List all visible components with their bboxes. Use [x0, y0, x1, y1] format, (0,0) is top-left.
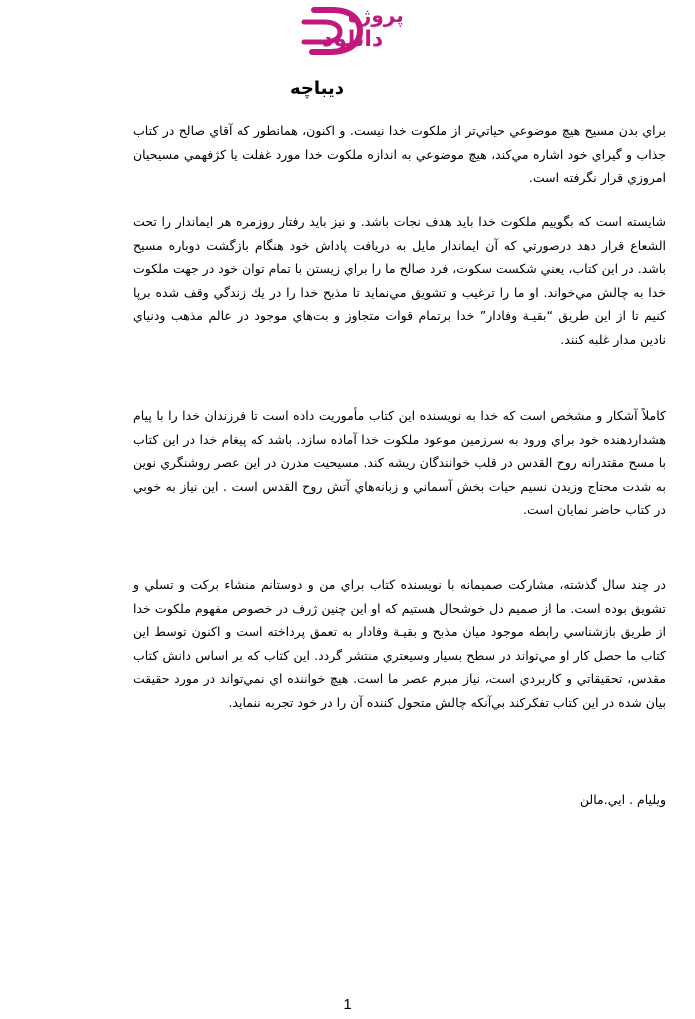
page-title: ديباچه: [290, 78, 344, 100]
paragraph-1: براي بدن مسيح هيچ موضوعي حياتي‌تر از ملكوت خدا نيست. و اكنون، همانطور كه آقاي صالح در كتاب جذاب و گيراي خود اشاره مي‌كند، هيچ موضوعي به اندازه ملكوت خدا مورد غفلت يا كژفهمي مسيحيان امروزي قرار نگرفته است.: [133, 123, 666, 185]
paragraph-3: كاملاً آشكار و مشخص است كه خدا به نويسنده اين كتاب مأموريت داده است تا فرزندان خدا را با پيام هشداردهنده خود براي ورود به سرزمين موعود ملكوت خدا آماده سازد. باشد كه پيغام خدا در اين كتاب با مسح مقتدرانه روح القدس در قلب خوانندگان ريشه كند. مسيحيت مدرن در اين عصر روشنگري نوين به شدت محتاج وزيدن نسيم حيات بخش آسماني و زبانه‌هاي آتش روح القدس است . اين نياز به خوبي در كتاب حاضر نمايان است.: [133, 408, 666, 517]
page-number: 1: [343, 996, 352, 1013]
brand-logo: [298, 2, 420, 60]
logo-text-bottom: دانلود: [322, 27, 384, 52]
author-signature: ويليام . ايي.مالن: [579, 792, 666, 807]
paragraph-2: شايسته است كه بگوييم ملكوت خدا بايد هدف نجات باشد. و نيز بايد رفتار روزمره هر ايماندار را تحت الشعاع قرار دهد درصورتي كه آن ايماندار مايل به دريافت پاداش خود هنگام بازگشت دوباره مسيح باشد. در اين كتاب، يعني شكست سكوت، فرد صالح ما را براي زيستن با تمام توان خود در جهت ملكوت خدا به چالش مي‌خواند. او ما را ترغيب و تشويق مي‌نمايد تا مذبح خدا را در يك زندگي وقف شده برپا كنيم تا از اين طريق “بقيـة وفادار” خدا برتمام قوات متجاوز و بت‌هاي موجود در عالم مذهب ودنياي نادين مدار غلبه كنند.: [133, 214, 666, 347]
logo-text-top: پروژه: [348, 3, 404, 27]
paragraph-4: در چند سال گذشته، مشاركت صميمانه با نويسنده كتاب براي من و دوستانم منشاء بركت و تسلي و تشويق بوده است. ما از صميم دل خوشحال هستيم كه او اين چنين ژرف در خصوص مفهوم ملكوت خدا از طريق بازشناسي رابطه موجود ميان مذبح و بقيـة وفادار به تعمق پرداخته است و اكنون توسط اين كتاب ما حصل كار او مي‌تواند در سطح بسيار وسيعتري منتشر گردد. اين كتاب كه بر اساس دانش كتاب مقدس، تحقيقاتي و كاربردي است، نياز مبرم عصر ما است. هيچ خواننده اي نمي‌تواند در مورد حقيقت بيان شده در اين كتاب تفكركند بي‌آنكه چالش متحول كننده آن را در خود تجربه ننمايد.: [133, 577, 666, 710]
